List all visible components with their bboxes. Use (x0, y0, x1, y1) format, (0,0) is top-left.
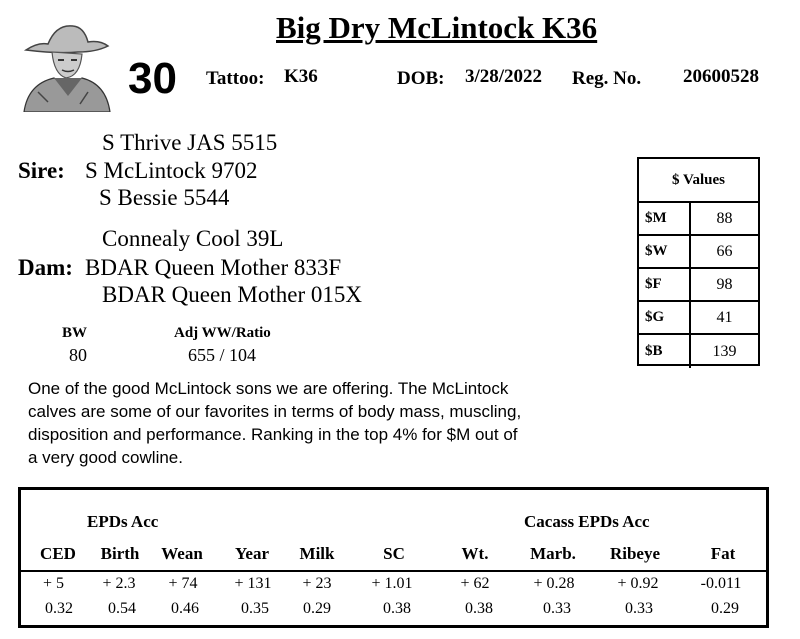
sire-name: S McLintock 9702 (85, 158, 258, 183)
accuracy-value: 0.46 (171, 600, 199, 617)
column-head: Ribeye (609, 544, 661, 563)
value-label: $W (639, 236, 691, 267)
dam-label: Dam: (18, 255, 73, 280)
column-head: Milk (299, 544, 335, 563)
epd-value: -0.011 (700, 575, 742, 592)
column-head: CED (40, 544, 76, 563)
dam-sire: Connealy Cool 39L (102, 226, 284, 251)
reg-value: 20600528 (683, 66, 759, 87)
epd-value: + 131 (234, 575, 272, 592)
table-divider (21, 570, 766, 572)
accuracy-value: 0.33 (543, 600, 571, 617)
epd-table (18, 487, 769, 628)
epd-value: + 0.28 (533, 575, 575, 592)
column-head: Year (235, 544, 269, 563)
value-amount: 98 (716, 275, 733, 293)
value-label: $G (639, 302, 691, 333)
lot-number: 30 (128, 54, 177, 103)
value-label: $F (639, 269, 691, 300)
accuracy-value: 0.54 (108, 600, 136, 617)
reg-label: Reg. No. (572, 68, 642, 89)
value-row (639, 203, 758, 236)
cowboy-logo (18, 12, 113, 112)
ww-label: Adj WW/Ratio (174, 325, 271, 341)
epd-value: + 23 (302, 575, 332, 592)
value-row (639, 335, 758, 368)
epd-value: + 2.3 (102, 575, 136, 592)
value-label: $B (639, 335, 691, 368)
bw-value: 80 (69, 345, 87, 365)
accuracy-value: 0.33 (625, 600, 653, 617)
epd-value: + 62 (460, 575, 490, 592)
epd-value: + 0.92 (617, 575, 659, 592)
page-title: Big Dry McLintock K36 (276, 10, 598, 45)
description-text: One of the good McLintock sons we are offering. The McLintock calves are some of our favorites in terms of body mass, muscling, disposition and performance. Ranking in the top 4% for $M out of a very good cowline. (28, 379, 522, 467)
column-head: Wean (161, 544, 203, 563)
column-head: Marb. (530, 544, 576, 563)
epd-value: + 5 (43, 575, 65, 592)
epd-group-heading: EPDs Acc (87, 512, 159, 531)
column-head: Wt. (461, 544, 489, 563)
column-head: SC (383, 544, 405, 563)
tattoo-value: K36 (284, 66, 318, 87)
bw-label: BW (62, 325, 88, 341)
accuracy-value: 0.35 (241, 600, 269, 617)
sire-sire: S Thrive JAS 5515 (102, 130, 278, 155)
value-amount: 66 (716, 242, 733, 260)
dam-dam: BDAR Queen Mother 015X (102, 282, 362, 307)
sire-label: Sire: (18, 158, 65, 183)
value-row (639, 302, 758, 335)
epd-value: + 74 (168, 575, 198, 592)
value-amount: 139 (712, 342, 737, 360)
value-row (639, 236, 758, 269)
accuracy-value: 0.38 (383, 600, 411, 617)
dam-name: BDAR Queen Mother 833F (85, 255, 342, 280)
column-head: Birth (100, 544, 140, 563)
value-row (639, 269, 758, 302)
epd-value: + 1.01 (371, 575, 413, 592)
carcass-group-heading: Cacass EPDs Acc (524, 512, 650, 531)
tattoo-label: Tattoo: (206, 68, 265, 89)
value-amount: 88 (716, 209, 733, 227)
dollar-values-table (637, 157, 760, 366)
accuracy-value: 0.29 (711, 600, 739, 617)
dob-label: DOB: (397, 68, 445, 89)
value-amount: 41 (716, 308, 733, 326)
value-label: $M (639, 203, 691, 234)
sire-dam: S Bessie 5544 (99, 185, 230, 210)
dob-value: 3/28/2022 (465, 66, 543, 87)
accuracy-value: 0.32 (45, 600, 73, 617)
values-title: $ Values (639, 159, 758, 203)
accuracy-value: 0.29 (303, 600, 331, 617)
ww-value: 655 / 104 (188, 345, 257, 365)
accuracy-value: 0.38 (465, 600, 493, 617)
column-head: Fat (710, 544, 736, 563)
